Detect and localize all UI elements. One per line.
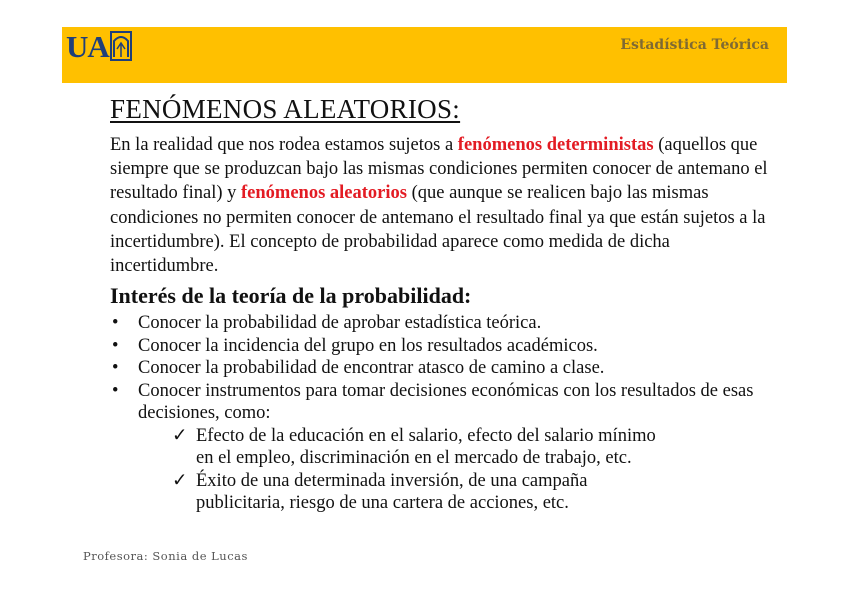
intro-text-3: (que aunque se realicen bajo las mismas condiciones no permiten conocer de antemano el resultado final ya que están sujetos a la incertidumbre). El concepto de probabilidad aparece como medida de dicha incertidumbre. xyxy=(110,183,766,277)
intro-paragraph xyxy=(110,133,780,278)
slide-title: FENÓMENOS ALEATORIOS: xyxy=(110,94,461,124)
footer-author: Profesora: Sonia de Lucas xyxy=(83,549,248,563)
university-logo xyxy=(66,29,132,63)
highlight-deterministic: fenómenos deterministas xyxy=(457,135,654,155)
highlight-random: fenómenos aleatorios xyxy=(241,183,407,204)
sub-list-item xyxy=(170,470,676,515)
interest-list xyxy=(110,312,760,515)
sub-list-item xyxy=(170,425,676,470)
list-item xyxy=(110,357,760,380)
list-item xyxy=(110,312,760,335)
list-item-text: Conocer la incidencia del grupo en los resultados académicos. xyxy=(138,335,598,356)
checkmark-icon: ✓ xyxy=(172,425,188,446)
sub-list xyxy=(138,425,760,515)
list-item xyxy=(110,380,760,515)
list-item-text: Conocer la probabilidad de aprobar estadística teórica. xyxy=(138,313,542,333)
list-item-text: Conocer instrumentos para tomar decisiones económicas con los resultados de esas decisiones, como: xyxy=(138,380,754,423)
section-heading: Interés de la teoría de la probabilidad: xyxy=(110,283,472,308)
bullet-icon: • xyxy=(112,335,119,356)
list-item xyxy=(110,335,760,358)
intro-text-1: En la realidad que nos rodea estamos sujetos a xyxy=(110,135,458,155)
header-bar xyxy=(62,27,787,83)
bullet-icon: • xyxy=(112,358,119,378)
sub-list-item-text: Éxito de una determinada inversión, de una campaña publicitaria, riesgo de una cartera de acciones, etc. xyxy=(196,470,588,513)
list-item-text: Conocer la probabilidad de encontrar atasco de camino a clase. xyxy=(138,358,605,378)
sub-list-item-text: Efecto de la educación en el salario, efecto del salario mínimo en el empleo, discriminación en el mercado de trabajo, etc. xyxy=(196,425,656,468)
bullet-icon: • xyxy=(112,380,119,401)
logo-text: UA xyxy=(66,29,109,64)
intro-text-2: (aquellos que siempre que se produzcan bajo las mismas condiciones permiten conocer de antemano el resultado final) y xyxy=(110,135,768,204)
logo-emblem-icon xyxy=(110,31,132,61)
checkmark-icon: ✓ xyxy=(172,470,188,491)
course-title: Estadística Teórica xyxy=(620,37,769,53)
bullet-icon: • xyxy=(112,313,119,333)
